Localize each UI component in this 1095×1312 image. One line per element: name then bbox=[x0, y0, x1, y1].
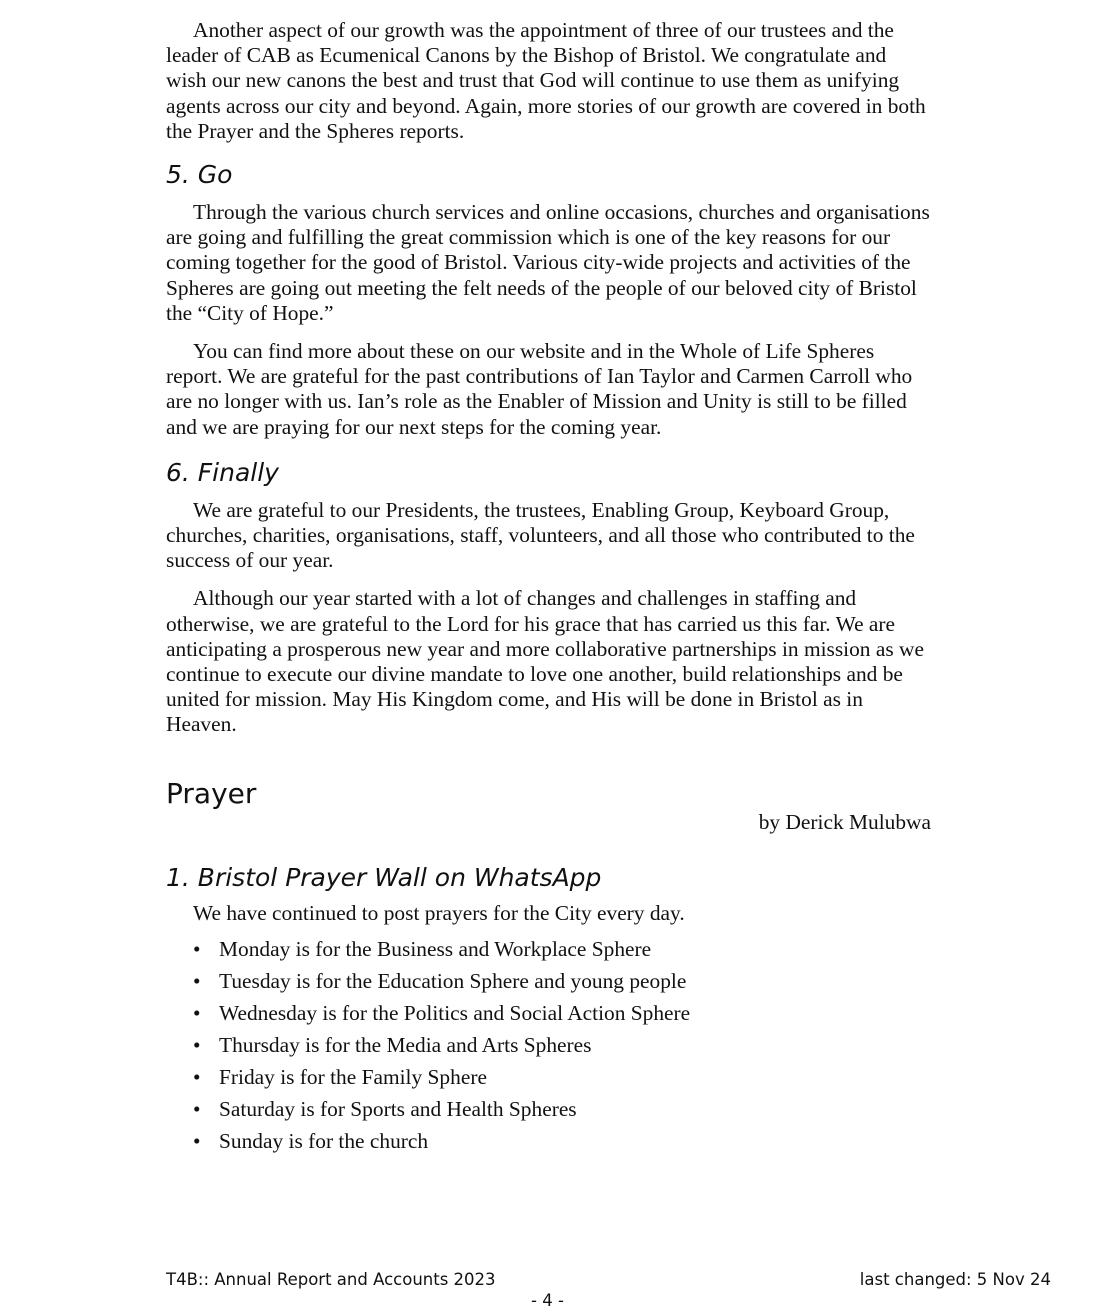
prayer-days-list bbox=[166, 933, 931, 1157]
heading-finally: 6. Finally bbox=[166, 457, 279, 487]
bullet-icon: • bbox=[193, 936, 201, 961]
prayer-title: Prayer bbox=[166, 776, 257, 810]
bullet-icon: • bbox=[193, 1032, 201, 1057]
heading-go: 5. Go bbox=[166, 160, 233, 190]
list-item bbox=[193, 933, 931, 965]
finally-paragraph-1: We are grateful to our Presidents, the trustees, Enabling Group, Keyboard Group, churches, charities, organisations, staff, volunteers, and all those who contributed to the success of our year. bbox=[166, 497, 915, 573]
bullet-icon: • bbox=[193, 1128, 201, 1153]
go-paragraph-1: Through the various church services and online occasions, churches and organisations are going and fulfilling the great commission which is one of the key reasons for our coming together for the good of Bristol. Various city-wide projects and activities of the Spheres are going out meeting the felt needs of the people of our beloved city of Bristol the “City of Hope.” bbox=[166, 200, 930, 325]
list-item bbox=[193, 997, 931, 1029]
prayer-byline: by Derick Mulubwa bbox=[758, 809, 931, 834]
go-paragraph-2: You can find more about these on our website and in the Whole of Life Spheres report. We are grateful for the past contributions of Ian Taylor and Carmen Carroll who are no longer with us. Ian’s role as the Enabler of Mission and Unity is still to be filled and we are praying for our next steps for the coming year. bbox=[166, 339, 913, 439]
bullet-icon: • bbox=[193, 1000, 201, 1025]
list-item-text: Tuesday is for the Education Sphere and young people bbox=[219, 968, 687, 993]
bullet-icon: • bbox=[193, 1096, 201, 1121]
list-item-text: Monday is for the Business and Workplace Sphere bbox=[219, 936, 652, 961]
list-item-text: Friday is for the Family Sphere bbox=[219, 1064, 487, 1089]
list-item bbox=[193, 1029, 931, 1061]
list-item-text: Sunday is for the church bbox=[219, 1128, 429, 1153]
intro-paragraph: Another aspect of our growth was the appointment of three of our trustees and the leader of CAB as Ecumenical Canons by the Bishop of Bristol. We congratulate and wish our new canons the best and trust that God will continue to use them as unifying agents across our city and beyond. Again, more stories of our growth are covered in both the Prayer and the Spheres reports. bbox=[166, 18, 926, 143]
list-item-text: Saturday is for Sports and Health Spheres bbox=[219, 1096, 577, 1121]
list-item bbox=[193, 965, 931, 997]
list-item-text: Thursday is for the Media and Arts Spheres bbox=[219, 1032, 592, 1057]
list-item bbox=[193, 1125, 931, 1157]
list-item-text: Wednesday is for the Politics and Social Action Sphere bbox=[219, 1000, 691, 1025]
list-item bbox=[193, 1061, 931, 1093]
finally-paragraph-2: Although our year started with a lot of changes and challenges in staffing and otherwise, we are grateful to the Lord for his grace that has carried us this far. We are anticipating a prosperous new year and more collaborative partnerships in mission as we continue to execute our divine mandate to love one another, build relationships and be united for mission. May His Kingdom come, and His will be done in Bristol as in Heaven. bbox=[166, 586, 924, 737]
footer-page-number: - 4 - bbox=[531, 1291, 564, 1310]
prayer-subheading: 1. Bristol Prayer Wall on WhatsApp bbox=[166, 862, 602, 892]
bullet-icon: • bbox=[193, 1064, 201, 1089]
page-content bbox=[166, 18, 931, 1157]
footer-last-changed: last changed: 5 Nov 24 bbox=[859, 1270, 1051, 1289]
prayer-intro: We have continued to post prayers for the City every day. bbox=[193, 900, 685, 925]
list-item bbox=[193, 1093, 931, 1125]
footer-document-title: T4B:: Annual Report and Accounts 2023 bbox=[166, 1270, 496, 1289]
bullet-icon: • bbox=[193, 968, 201, 993]
